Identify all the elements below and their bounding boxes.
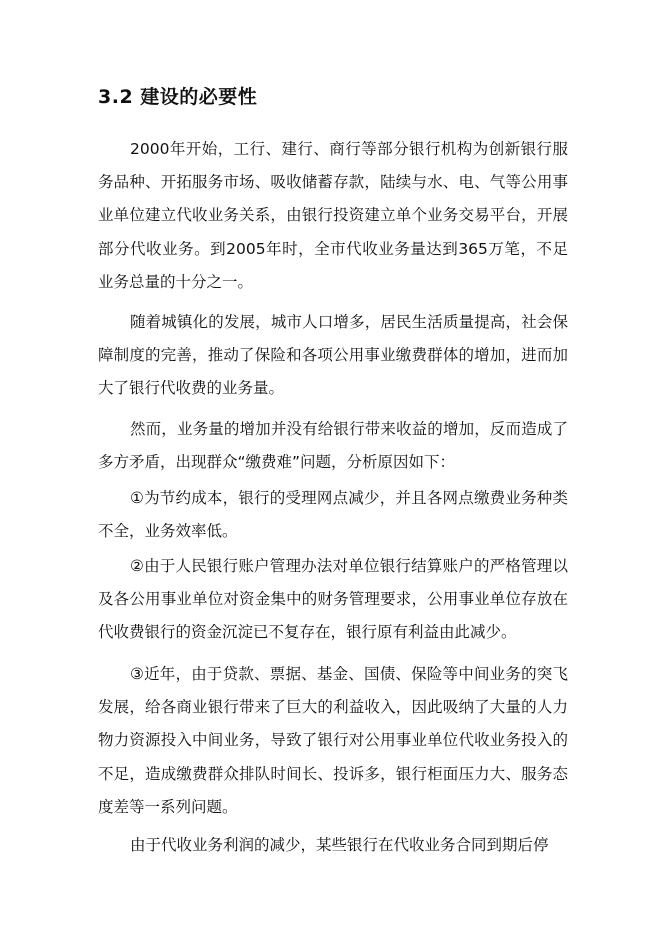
paragraph-profit-decline: 由于代收业务利润的减少，某些银行在代收业务合同到期后停: [130, 836, 549, 854]
paragraph-reason-3: ③近年，由于贷款、票据、基金、国债、保险等中间业务的突飞发展，给各商业银行带来了巨大的利益收入，因此吸纳了大量的人力物力资源投入中间业务，导致了银行对公用事业单位代收业务投入的不足，造成缴费群众排队时间长、投诉多，银行柜面压力大、服务态度差等一系列问题。: [98, 665, 568, 816]
paragraph-reason-1: ①为节约成本，银行的受理网点减少，并且各网点缴费业务种类不全，业务效率低。: [98, 489, 568, 541]
paragraph-background: 2000年开始，工行、建行、商行等部分银行机构为创新银行服务品种、开拓服务市场、吸收储蓄存款，陆续与水、电、气等公用事业单位建立代收业务关系，由银行投资建立单个业务交易平台，开展部分代收业务。到2005年时，全市代收业务量达到365万笔，不足业务总量的十分之一。: [98, 140, 568, 291]
section-heading: 3.2 建设的必要性: [98, 86, 258, 108]
paragraph-urbanization: 随着城镇化的发展，城市人口增多，居民生活质量提高，社会保障制度的完善，推动了保险和各项公用事业缴费群体的增加，进而加大了银行代收费的业务量。: [98, 313, 568, 398]
paragraph-reason-2: ②由于人民银行账户管理办法对单位银行结算账户的严格管理以及各公用事业单位对资金集中的财务管理要求，公用事业单位存放在代收费银行的资金沉淀已不复存在，银行原有利益由此减少。: [98, 557, 568, 642]
paragraph-contradictions: 然而，业务量的增加并没有给银行带来收益的增加，反而造成了多方矛盾，出现群众“缴费难”问题，分析原因如下：: [98, 420, 568, 472]
